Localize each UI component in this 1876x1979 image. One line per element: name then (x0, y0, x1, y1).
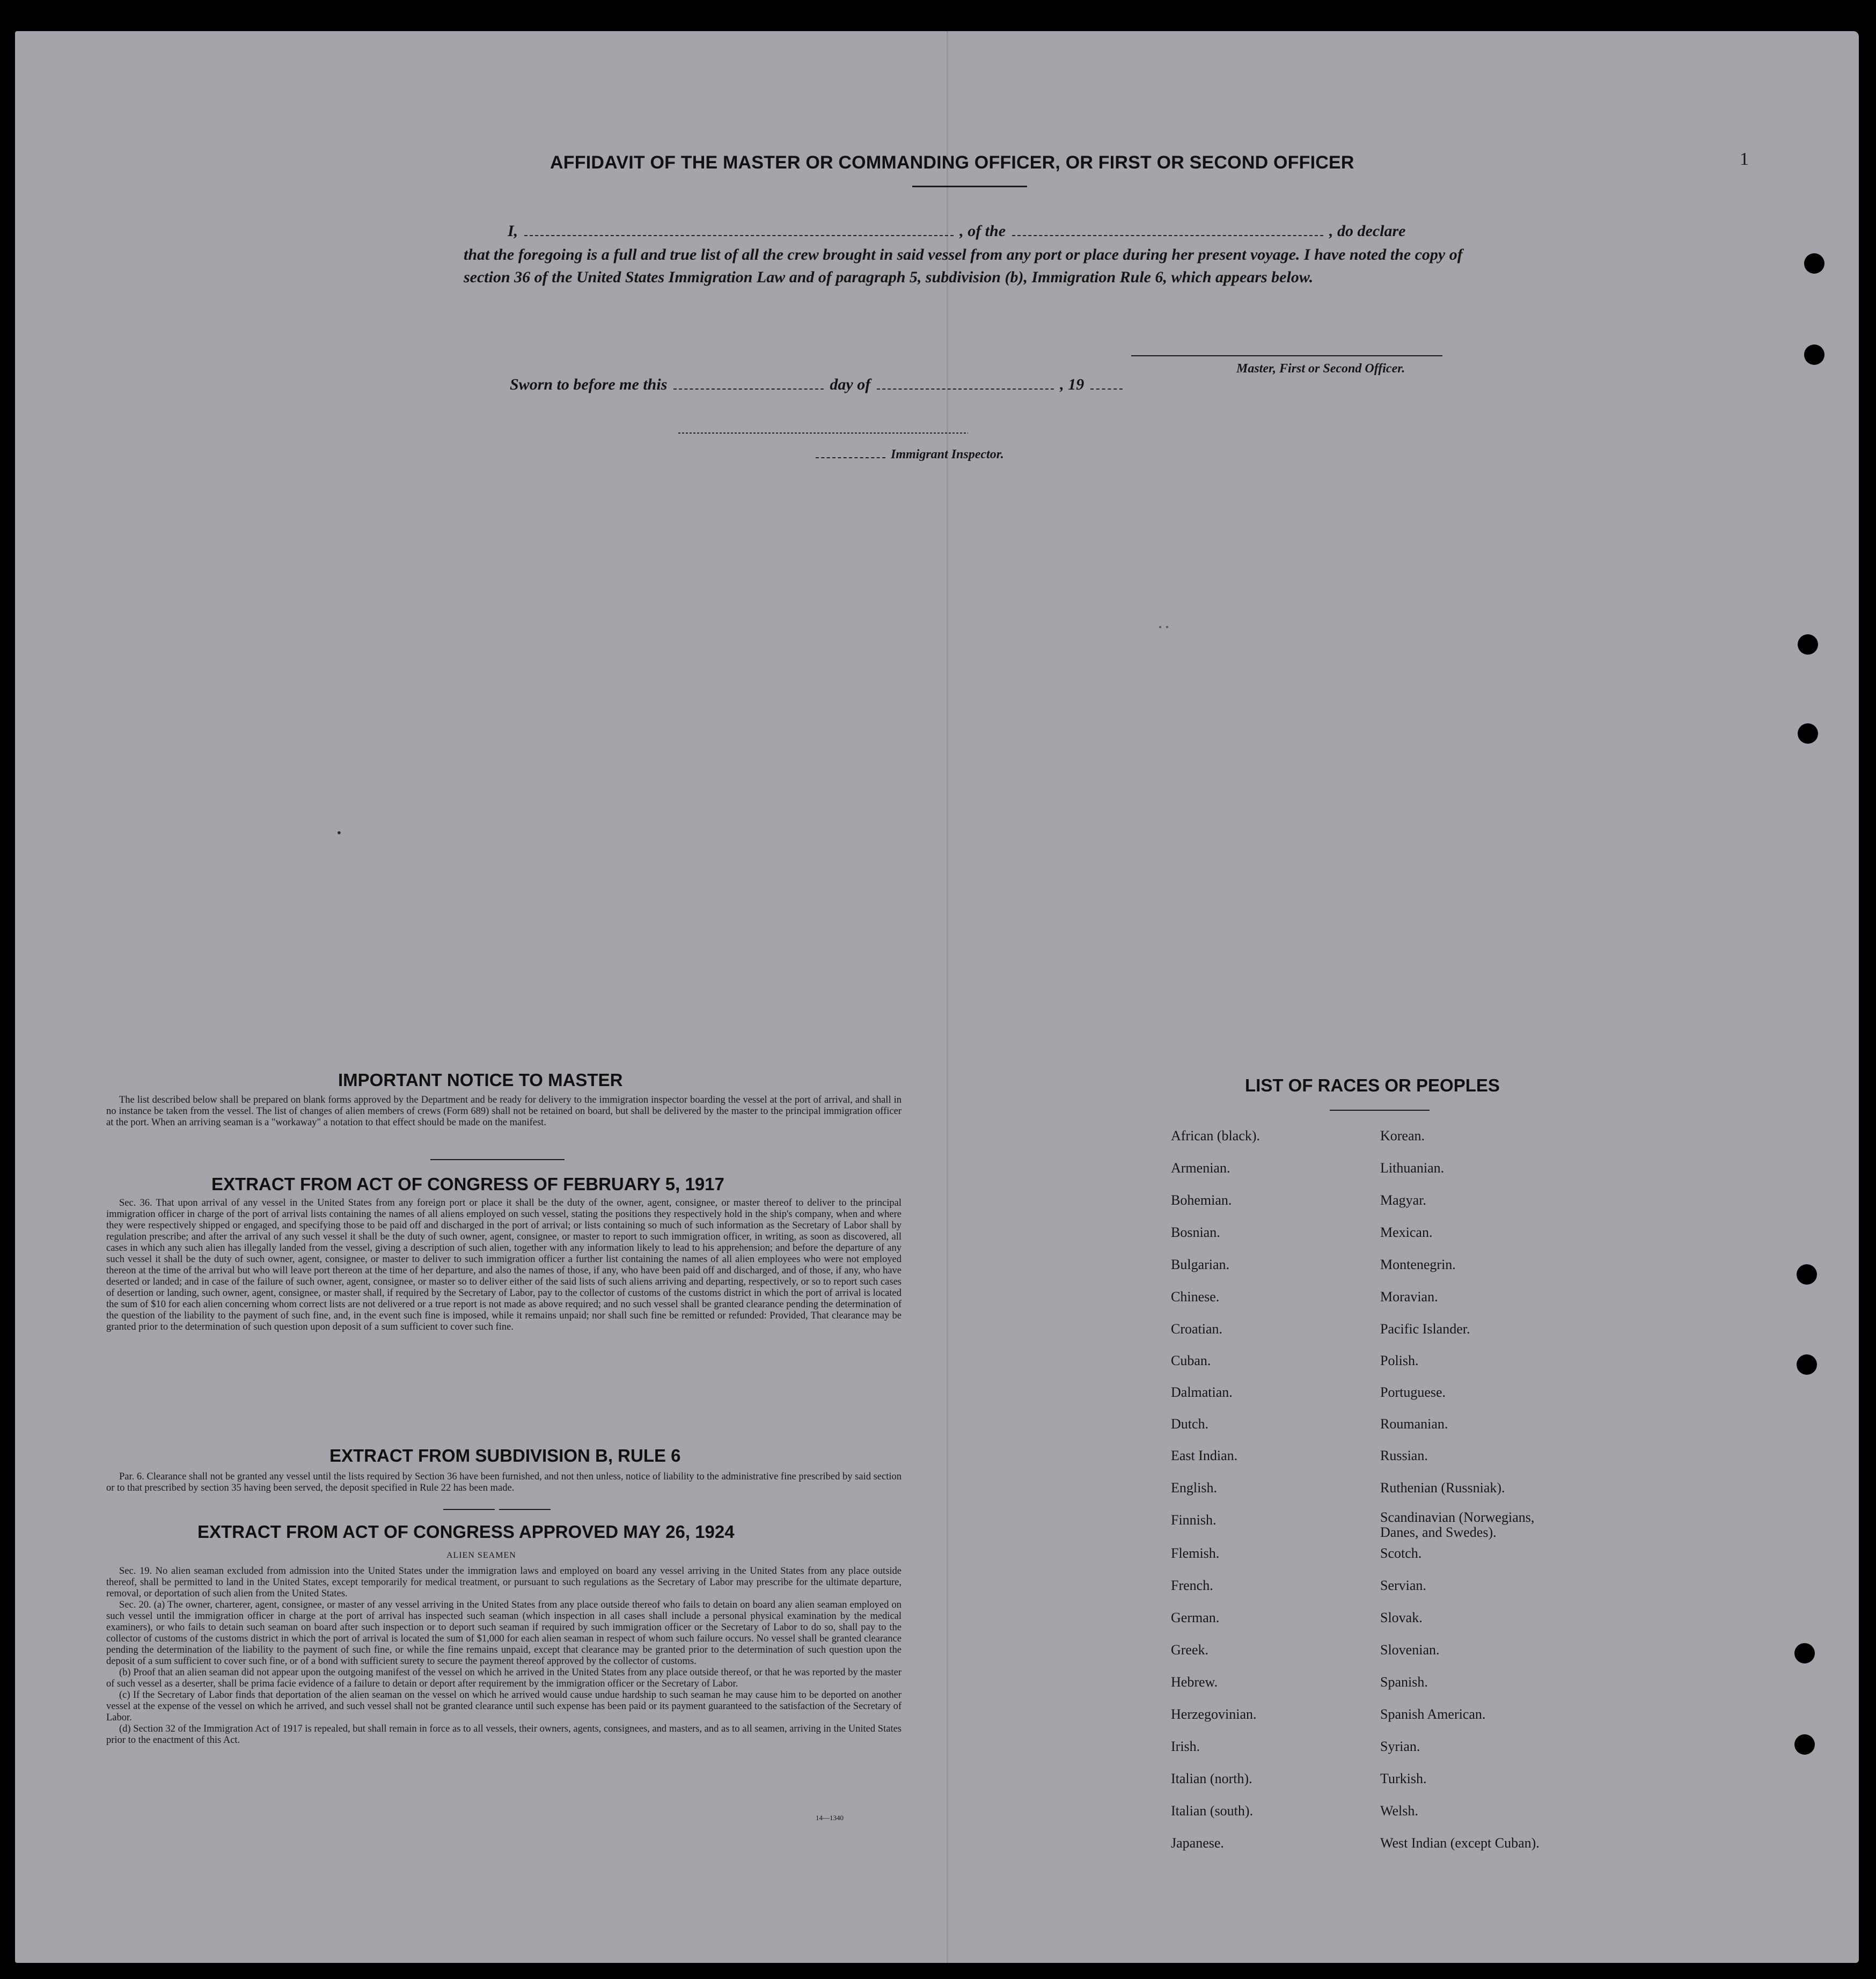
race-item: Welsh. (1380, 1803, 1418, 1819)
binder-hole (1797, 1264, 1817, 1285)
race-item: Syrian. (1380, 1739, 1420, 1754)
race-item: Spanish. (1380, 1674, 1428, 1690)
inspector-line (814, 448, 1004, 462)
signature-line[interactable] (1131, 355, 1442, 356)
race-item: Turkish. (1380, 1771, 1427, 1786)
extract-1917-body (106, 1198, 902, 1333)
section-rule (443, 1509, 495, 1510)
race-item: Ruthenian (Russniak). (1380, 1480, 1505, 1496)
race-item: Flemish. (1171, 1545, 1220, 1561)
race-item: Slovak. (1380, 1610, 1423, 1625)
sworn-prefix: Sworn to before me this (510, 376, 668, 393)
race-item: Scandinavian (Norwegians, Danes, and Swedes). (1380, 1509, 1535, 1540)
race-item: Irish. (1171, 1739, 1200, 1754)
vessel-name-blank[interactable] (1012, 234, 1323, 236)
section-rule (499, 1509, 551, 1510)
extract-1924-paragraph-4: (c) If the Secretary of Labor finds that deportation of the alien seaman on the vessel on which he arrived would cause undue hardship to such seaman he may cause him to be deported on another vessel at the expense of the vessel on which he arrived, and such vessel shall not be granted clearance until such expense has been paid or its payment guaranteed to the satisfaction of the Secretary of Labor. (106, 1690, 902, 1723)
binder-hole (1798, 723, 1818, 744)
form-number: 14—1340 (816, 1814, 844, 1822)
declaration-mid: , of the (959, 222, 1006, 240)
race-item: Slovenian. (1380, 1642, 1440, 1658)
race-item: Lithuanian. (1380, 1160, 1445, 1176)
signature-label: Master, First or Second Officer. (1236, 362, 1405, 376)
binder-hole (1794, 1734, 1815, 1755)
race-item: Russian. (1380, 1448, 1428, 1463)
section-rule (430, 1159, 565, 1160)
race-item: English. (1171, 1480, 1217, 1496)
master-name-blank[interactable] (524, 234, 954, 236)
declaration-prefix: I, (508, 222, 518, 240)
race-item: Italian (north). (1171, 1771, 1252, 1786)
sworn-year-label: , 19 (1060, 376, 1084, 393)
race-item: Chinese. (1171, 1289, 1220, 1304)
affidavit-title: AFFIDAVIT OF THE MASTER OR COMMANDING OFFICER, OR FIRST OR SECOND OFFICER (550, 152, 1354, 173)
inspector-signature-line[interactable] (678, 433, 968, 434)
extract-1917-title: EXTRACT FROM ACT OF CONGRESS OF FEBRUARY 5, 1917 (211, 1174, 724, 1194)
binder-hole (1798, 634, 1818, 655)
race-item: Hebrew. (1171, 1674, 1218, 1690)
binder-hole (1797, 1354, 1817, 1375)
sworn-day-label: day of (830, 376, 871, 393)
declaration-body: that the foregoing is a full and true list of all the crew brought in said vessel from any port or place during her present voyage. I have noted the copy of section 36 of the United States Immigration Law and of paragraph 5, subdivision (b), Immigration Rule 6, which appears below. (464, 246, 1463, 286)
race-item: East Indian. (1171, 1448, 1238, 1463)
race-item: Mexican. (1380, 1225, 1433, 1240)
extract-rule6-title: EXTRACT FROM SUBDIVISION B, RULE 6 (329, 1446, 681, 1465)
binder-hole (1794, 1643, 1815, 1663)
race-item: Scotch. (1380, 1545, 1422, 1561)
race-item: West Indian (except Cuban). (1380, 1835, 1540, 1851)
sworn-line (510, 376, 1125, 394)
races-rule (1330, 1110, 1430, 1111)
page-mark: 1 (1740, 149, 1749, 169)
extract-1924-body (106, 1566, 902, 1746)
extract-1924-paragraph-2: Sec. 20. (a) The owner, charterer, agent, consignee, or master of any vessel arriving in the United States from any place outside thereof who fails to detain on board any alien seaman employed on such vessel until the immigration officer in charge at the port of arrival has inspected such seaman (which inspection in all cases shall include a personal physical examination by the medical examiners), or who fails to detain such seaman on board after such inspection or to deport such seaman if required by such immigration officer or the Secretary of Labor to do so, shall pay to the collector of customs of the customs district in which the port of arrival is located the sum of $1,000 for each alien seaman in respect of whom such failure occurs. No vessel shall be granted clearance pending the determination of the liability to the payment of such fine, or while the fine remains unpaid, except that clearance may be granted prior to the determination of such question upon the deposit of a sum sufficient to cover such fine, or of a bond with sufficient surety to secure the payment thereof approved by the collector of customs. (106, 1600, 902, 1667)
race-item: Bulgarian. (1171, 1257, 1230, 1272)
extract-1924-paragraph-1: Sec. 19. No alien seaman excluded from admission into the United States under the immigration laws and employed on board any vessel arriving in the United States from any place outside thereof, shall be permitted to land in the United States, except temporarily for medical treatment, or pursuant to such regulations as the Secretary of Labor may prescribe for the ultimate departure, removal, or deportation of such alien from the United States. (106, 1566, 902, 1599)
page-fold (947, 31, 948, 1963)
extract-1924-title: EXTRACT FROM ACT OF CONGRESS APPROVED MAY 26, 1924 (197, 1522, 735, 1542)
notice-title: IMPORTANT NOTICE TO MASTER (338, 1070, 623, 1090)
race-item: Croatian. (1171, 1321, 1223, 1337)
race-item: Moravian. (1380, 1289, 1438, 1304)
document-page (15, 31, 1859, 1963)
race-item: Armenian. (1171, 1160, 1230, 1176)
declaration-suffix: , do declare (1329, 222, 1406, 240)
extract-1917-paragraph: Sec. 36. That upon arrival of any vessel in the United States from any foreign port or place it shall be the duty of the owner, agent, consignee, or master thereof to deliver to the principal immigration officer in charge of the port of arrival lists containing the names of all aliens employed on such vessel, stating the positions they respectively hold in the ship's company, when and where they were respectively shipped or engaged, and specifying those to be paid off and discharged in the port of arrival; or lists containing so much of such information as the Secretary of Labor shall by regulation prescribe; and after the arrival of any such vessel it shall be the duty of such owner, agent, consignee, or master to report to such immigration officer, in writing, as soon as discovered, all cases in which any such alien has illegally landed from the vessel, giving a description of such alien, together with any information likely to lead to his apprehension; and before the departure of any such vessel it shall be the duty of such owner, agent, consignee, or master to deliver to such immigration officer a further list containing the names of all alien employees who were not employed thereon at the time of the arrival but who will leave port thereon at the time of her departure, and also the names of those, if any, who have been paid off and discharged, and of those, if any, who have deserted or landed; and in case of the failure of such owner, agent, consignee, or master so to deliver either of the said lists of such aliens arriving and departing, respectively, or so to report such cases of desertion or landing, such owner, agent, consignee, or master shall, if required by the Secretary of Labor, pay to the collector of customs of the customs district in which the port of arrival is located the sum of $10 for each alien concerning whom correct lists are not delivered or a true report is not made as above required; and no such vessel shall be granted clearance pending the determination of the question of the liability to the payment of such fine, and, in the event such fine is imposed, while it remains unpaid; nor shall such fine be remitted or refunded: Provided, That clearance may be granted prior to the determination of such question upon deposit of a sum sufficient to cover such fine. (106, 1198, 902, 1332)
race-item: French. (1171, 1578, 1213, 1593)
race-item: African (black). (1171, 1128, 1261, 1144)
race-item: Korean. (1380, 1128, 1425, 1144)
inspector-label: Immigrant Inspector. (891, 448, 1004, 461)
sworn-month-blank[interactable] (877, 388, 1054, 390)
title-rule (912, 186, 1027, 187)
race-item: German. (1171, 1610, 1220, 1625)
race-item: Greek. (1171, 1642, 1209, 1658)
race-item: Bosnian. (1171, 1225, 1220, 1240)
stray-mark: • • (1158, 624, 1169, 632)
notice-paragraph: The list described below shall be prepared on blank forms approved by the Department and be ready for delivery to the immigration inspector boarding the vessel at the port of arrival, and shall in no instance be taken from the vessel. The list of changes of alien members of crews (Form 689) shall not be retained on board, but shall be delivered by the master to the principal immigration officer at the port. When an arriving seaman is a "workaway" a notation to that effect should be made on the manifest. (106, 1095, 902, 1128)
race-item: Portuguese. (1380, 1384, 1446, 1400)
race-item: Roumanian. (1380, 1416, 1448, 1432)
race-item: Cuban. (1171, 1353, 1211, 1368)
race-item: Japanese. (1171, 1835, 1224, 1851)
race-item: Dalmatian. (1171, 1384, 1233, 1400)
stray-mark: • (336, 826, 342, 839)
race-item: Polish. (1380, 1353, 1419, 1368)
extract-1924-paragraph-3: (b) Proof that an alien seaman did not appear upon the outgoing manifest of the vessel on which he arrived in the United States from any place outside thereof, or that he was reported by the master of such vessel as a deserter, shall be prima facie evidence of a failure to detain or deport after requirement by the immigration officer or the Secretary of Labor. (106, 1667, 902, 1689)
notice-body (106, 1095, 902, 1128)
race-item: Finnish. (1171, 1512, 1217, 1528)
sworn-day-blank[interactable] (673, 388, 824, 390)
race-item: Servian. (1380, 1578, 1426, 1593)
declaration-line (508, 222, 1405, 240)
race-item: Herzegovinian. (1171, 1706, 1257, 1722)
binder-hole (1804, 345, 1824, 365)
race-item: Dutch. (1171, 1416, 1209, 1432)
race-item: Italian (south). (1171, 1803, 1254, 1819)
extract-1924-subtitle: ALIEN SEAMEN (446, 1551, 516, 1560)
extract-rule6-paragraph: Par. 6. Clearance shall not be granted any vessel until the lists required by Section 36 have been furnished, and not then unless, notice of liability to the administrative fine prescribed by said section or to that prescribed by section 35 having been served, the deposit specified in Rule 22 has been made. (106, 1471, 902, 1493)
inspector-name-blank[interactable] (816, 457, 885, 458)
race-item: Magyar. (1380, 1192, 1426, 1208)
races-title: LIST OF RACES OR PEOPLES (1245, 1075, 1500, 1095)
binder-hole (1804, 253, 1824, 274)
race-item: Bohemian. (1171, 1192, 1232, 1208)
sworn-year-blank[interactable] (1090, 388, 1123, 390)
extract-1924-paragraph-5: (d) Section 32 of the Immigration Act of 1917 is repealed, but shall remain in force as to all vessels, their owners, agents, consignees, and masters, and as to all seamen, arriving in the United States prior to the enactment of this Act. (106, 1724, 902, 1746)
extract-rule6-body (106, 1471, 902, 1494)
race-item: Pacific Islander. (1380, 1321, 1470, 1337)
race-item: Spanish American. (1380, 1706, 1486, 1722)
race-item: Montenegrin. (1380, 1257, 1456, 1272)
